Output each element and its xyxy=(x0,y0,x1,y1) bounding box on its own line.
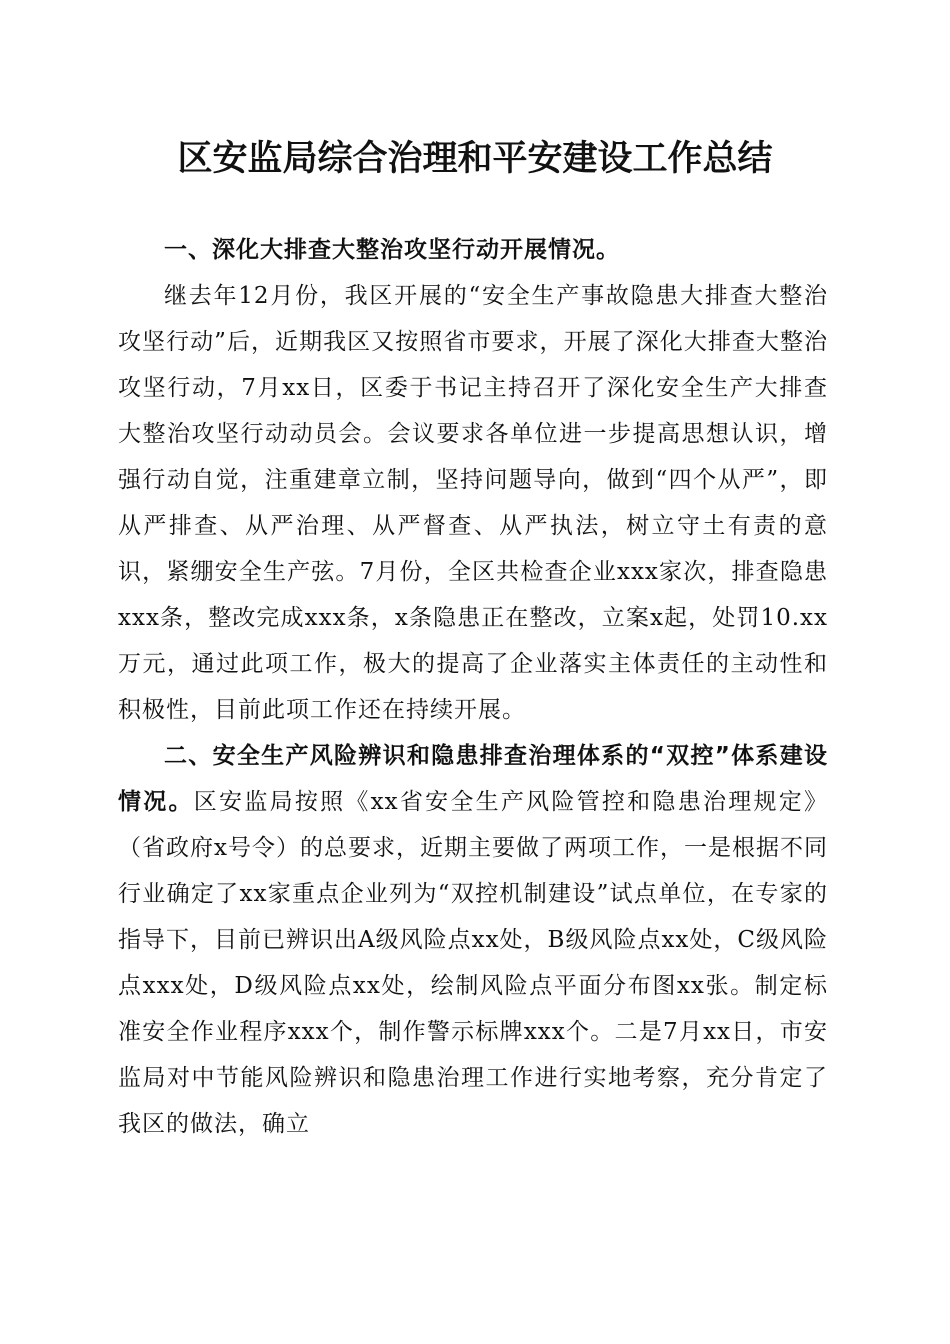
document-body xyxy=(118,227,828,1147)
section-1-paragraph: 继去年12月份，我区开展的“安全生产事故隐患大排查大整治攻坚行动”后，近期我区又按照省市要求，开展了深化大排查大整治攻坚行动，7月xx日，区委于书记主持召开了深化安全生产大排查大整治攻坚行动动员会。会议要求各单位进一步提高思想认识，增强行动自觉，注重建章立制，坚持问题导向，做到“四个从严”，即从严排查、从严治理、从严督查、从严执法，树立守土有责的意识，紧绷安全生产弦。7月份，全区共检查企业xxx家次，排查隐患xxx条，整改完成xxx条，x条隐患正在整改，立案x起，处罚10.xx万元，通过此项工作，极大的提高了企业落实主体责任的主动性和积极性，目前此项工作还在持续开展。 xyxy=(118,283,828,723)
section-2-heading: 二、安全生产风险辨识和隐患排查治理体系的“双控”体系建设情况。 xyxy=(118,743,828,815)
section-2-body: 区安监局按照《xx省安全生产风险管控和隐患治理规定》（省政府x号令）的总要求，近期主要做了两项工作，一是根据不同行业确定了xx家重点企业列为“双控机制建设”试点单位，在专家的指导下，目前已辨识出A级风险点xx处，B级风险点xx处，C级风险点xxx处，D级风险点xx处，绘制风险点平面分布图xx张。制定标准安全作业程序xxx个，制作警示标牌xxx个。二是7月xx日，市安监局对中节能风险辨识和隐患治理工作进行实地考察，充分肯定了我区的做法，确立 xyxy=(118,789,829,1137)
section-1-heading: 一、深化大排查大整治攻坚行动开展情况。 xyxy=(164,237,620,263)
section-2-paragraph xyxy=(118,733,828,1147)
document-title: 区安监局综合治理和平安建设工作总结 xyxy=(177,138,773,179)
